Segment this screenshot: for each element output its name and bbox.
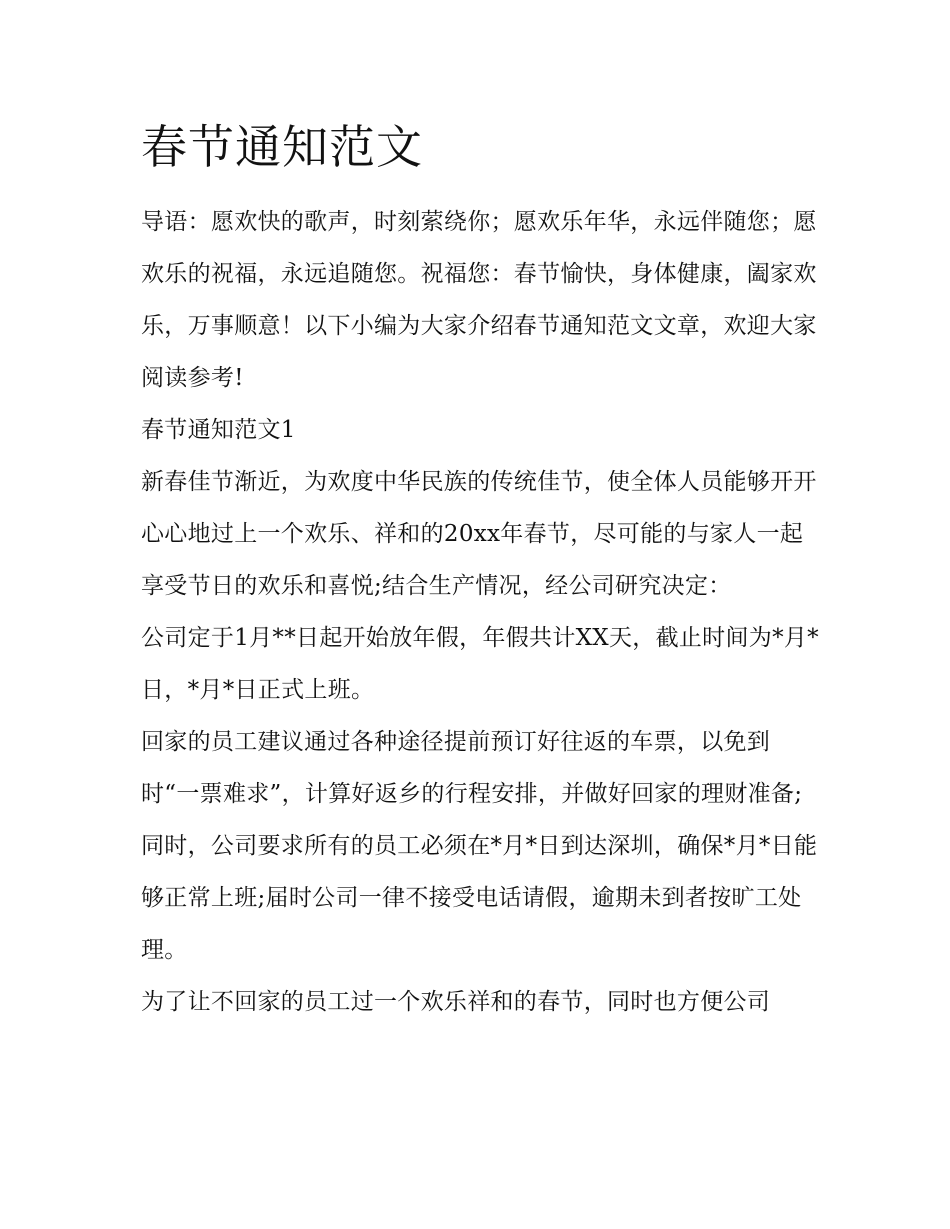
section-heading: 春节通知范文1 (141, 417, 296, 443)
page-title: 春节通知范文 (141, 120, 423, 174)
body-paragraph: 公司定于1月**日起开始放年假，年假共计XX天，截止时间为*月*日，*月*日正式上班。 (141, 625, 819, 703)
body-paragraph: 同时，公司要求所有的员工必须在*月*日到达深圳，确保*月*日能够正常上班;届时公司一律不接受电话请假，逾期未到者按旷工处理。 (141, 833, 818, 963)
document-body (141, 112, 821, 1028)
body-paragraph: 回家的员工建议通过各种途径提前预订好往返的车票，以免到时“一票难求”，计算好返乡的行程安排，并做好回家的理财准备; (141, 729, 803, 807)
body-paragraph: 为了让不回家的员工过一个欢乐祥和的春节，同时也方便公司 (141, 989, 771, 1015)
body-paragraph: 新春佳节渐近，为欢度中华民族的传统佳节，使全体人员能够开开心心地过上一个欢乐、祥和的20xx年春节，尽可能的与家人一起享受节日的欢乐和喜悦;结合生产情况，经公司研究决定： (141, 469, 817, 599)
intro-paragraph: 导语：愿欢快的歌声，时刻萦绕你；愿欢乐年华，永远伴随您；愿欢乐的祝福，永远追随您。祝福您：春节愉快，身体健康，阖家欢乐，万事顺意！以下小编为大家介绍春节通知范文文章，欢迎大家阅读参考! (141, 209, 817, 391)
